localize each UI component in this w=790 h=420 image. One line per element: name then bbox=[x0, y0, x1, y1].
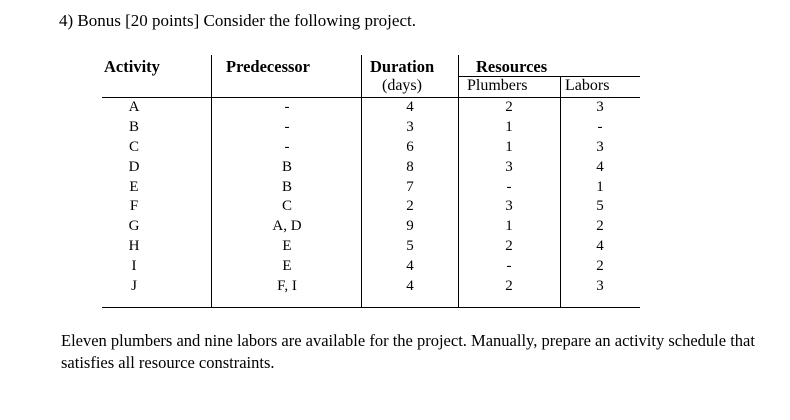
activity-cell: H bbox=[128, 238, 140, 255]
predecessor-cell: E bbox=[282, 238, 292, 255]
table-row bbox=[0, 98, 790, 118]
predecessor-cell: - bbox=[284, 99, 290, 115]
question-heading: 4) Bonus [20 points] Consider the following project. bbox=[59, 11, 416, 30]
labors-cell: - bbox=[597, 118, 603, 135]
duration-cell: 7 bbox=[406, 178, 414, 195]
plumbers-cell: - bbox=[506, 258, 512, 275]
header-predecessor: Predecessor bbox=[226, 57, 310, 76]
activity-cell: A bbox=[128, 99, 140, 115]
duration-cell: 4 bbox=[406, 278, 414, 295]
predecessor-cell: B bbox=[281, 178, 292, 195]
activity-cell: G bbox=[128, 218, 140, 235]
plumbers-cell: 1 bbox=[505, 138, 513, 155]
labors-cell: 3 bbox=[596, 138, 604, 155]
header-plumbers: Plumbers bbox=[467, 77, 528, 94]
plumbers-cell: 1 bbox=[505, 218, 513, 235]
table-row bbox=[0, 178, 790, 198]
table-row bbox=[0, 277, 790, 297]
plumbers-cell: - bbox=[506, 178, 512, 195]
table-row bbox=[0, 237, 790, 257]
labors-cell: 3 bbox=[596, 99, 604, 115]
predecessor-cell: - bbox=[284, 138, 290, 155]
header-labors: Labors bbox=[565, 77, 610, 94]
table-bottom-rule bbox=[102, 307, 640, 308]
activity-cell: C bbox=[128, 138, 139, 155]
predecessor-cell: F, I bbox=[277, 278, 297, 295]
duration-cell: 3 bbox=[406, 118, 414, 135]
predecessor-cell: C bbox=[281, 198, 292, 215]
duration-cell: 8 bbox=[406, 158, 414, 175]
table-row bbox=[0, 217, 790, 237]
labors-cell: 4 bbox=[596, 158, 604, 175]
header-resources: Resources bbox=[476, 57, 548, 76]
labors-cell: 2 bbox=[596, 218, 604, 235]
labors-cell: 2 bbox=[596, 258, 604, 275]
predecessor-cell: - bbox=[284, 118, 290, 135]
plumbers-cell: 3 bbox=[505, 158, 513, 175]
header-activity: Activity bbox=[104, 57, 160, 76]
plumbers-cell: 3 bbox=[505, 198, 513, 215]
plumbers-cell: 1 bbox=[505, 118, 513, 135]
labors-cell: 1 bbox=[596, 178, 604, 195]
activity-cell: J bbox=[131, 278, 137, 295]
labors-cell: 3 bbox=[596, 278, 604, 295]
activity-cell: B bbox=[128, 118, 139, 135]
table-row bbox=[0, 138, 790, 158]
labors-cell: 4 bbox=[596, 238, 604, 255]
table-row bbox=[0, 257, 790, 277]
activity-cell: F bbox=[129, 198, 139, 215]
duration-cell: 2 bbox=[406, 198, 414, 215]
duration-cell: 4 bbox=[406, 258, 414, 275]
plumbers-cell: 2 bbox=[505, 238, 513, 255]
labors-cell: 5 bbox=[596, 198, 604, 215]
table-row bbox=[0, 197, 790, 217]
header-duration: Duration bbox=[370, 57, 435, 76]
predecessor-cell: B bbox=[281, 158, 292, 175]
predecessor-cell: E bbox=[282, 258, 292, 275]
predecessor-cell: A, D bbox=[272, 218, 302, 235]
header-duration-unit: (days) bbox=[382, 77, 422, 94]
duration-cell: 4 bbox=[406, 99, 414, 115]
activity-cell: E bbox=[129, 178, 139, 195]
activity-cell: I bbox=[131, 258, 137, 275]
closing-paragraph: Eleven plumbers and nine labors are available for the project. Manually, prepare an activity schedule that satisfies all resource constraints. bbox=[61, 331, 755, 372]
table-body bbox=[0, 98, 790, 297]
table-row bbox=[0, 158, 790, 178]
resources-underline bbox=[458, 76, 640, 77]
table-row bbox=[0, 118, 790, 138]
plumbers-cell: 2 bbox=[505, 99, 513, 115]
duration-cell: 9 bbox=[406, 218, 414, 235]
plumbers-cell: 2 bbox=[505, 278, 513, 295]
duration-cell: 5 bbox=[406, 238, 414, 255]
duration-cell: 6 bbox=[406, 138, 414, 155]
activity-cell: D bbox=[128, 158, 140, 175]
